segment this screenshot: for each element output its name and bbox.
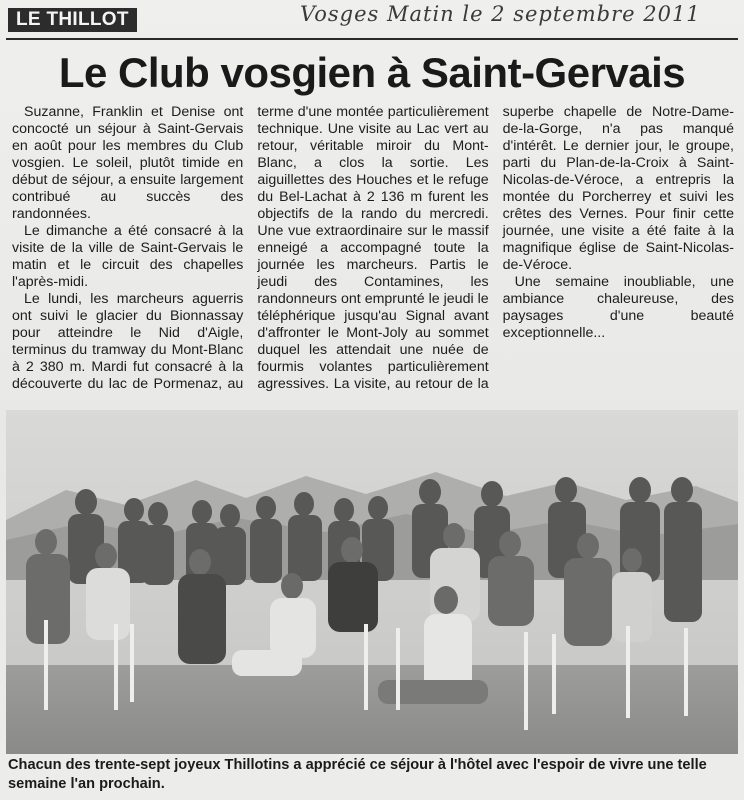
section-rubric: LE THILLOT <box>8 8 137 32</box>
paragraph-3: Le lundi, les marcheurs aguerris ont suivi le glacier du Bionnassay pour atteindre le Nid d'Aigle, terminus du tramway du Mont-Blanc à 2 380 m. Mardi fut consacré à la découverte du lac de Pormenaz, au terme d'une montée particulièrement technique. Une visite au Lac vert au retour, véritable miroir du Mont-Blanc, a clos la sortie. Les aiguillettes des Houches et le refuge du Bel-Lachat à 2 136 m furent les objectifs de la rando du mercredi. Une vue extraordinaire sur le massif enneigé a accompagné toute la journée les marcheurs. Partis le jeudi des Contamines, les randonneurs ont emprunté le jeudi le téléphérique jusqu'au Signal avant d'affronter le Mont-Joly au sommet duquel les attendait une nuée de fourmis volantes particulièrement agressives. La visite, au retour de la superbe chapelle de Notre-Dame-de-la-Gorge, n'a pas manqué d'intérêt. Le dernier jour, le groupe, parti du Plan-de-la-Croix à Saint-Nicolas-de-Véroce, a entrepris la montée du Porcherrey et suivi les crêtes des Vernes. Pour finir cette journée, une visite a été faite à la magnifique église de Saint-Nicolas-de-Véroce. <box>12 104 734 392</box>
article-headline: Le Club vosgien à Saint-Gervais <box>58 49 686 96</box>
group-photo-illustration <box>6 410 738 754</box>
paragraph-1: Suzanne, Franklin et Denise ont concocté un séjour à Saint-Gervais en août pour les membres du Club vosgien. Le soleil, plutôt timide en début de séjour, a ensuite largement contribué au succès des randonnées. <box>12 104 244 222</box>
paragraph-4: Une semaine inoubliable, une ambiance chaleureuse, des paysages d'une beauté exceptionnelle... <box>502 274 734 341</box>
paragraph-2: Le dimanche a été consacré à la visite de la ville de Saint-Gervais le matin et le circuit des chapelles l'après-midi. <box>12 223 244 290</box>
photo-caption: Chacun des trente-sept joyeux Thillotins a apprécié ce séjour à l'hôtel avec l'espoir de vivre une telle semaine l'an prochain. <box>8 757 707 792</box>
group-photo <box>6 410 738 754</box>
header-rule <box>6 38 738 40</box>
article-text-flow <box>12 104 734 404</box>
handwritten-source-note: Vosges Matin le 2 septembre 2011 <box>300 2 701 26</box>
article-body <box>12 104 734 404</box>
